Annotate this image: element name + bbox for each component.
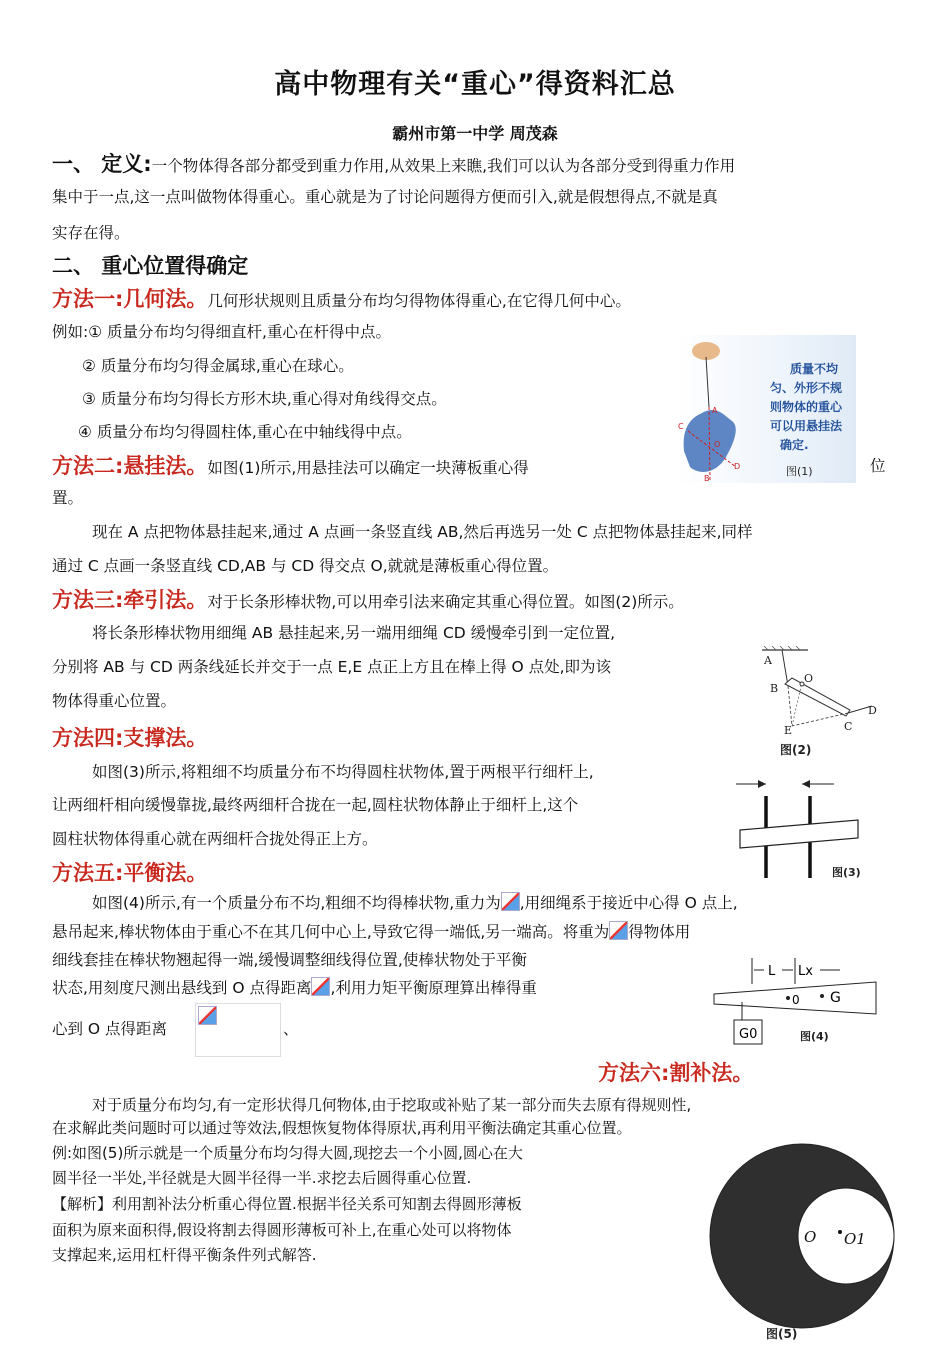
fig2-point-d: D [868,704,877,717]
point-o-dot [786,996,790,1000]
m2-desc: 如图(1)所示,用悬挂法可以确定一块薄板重心得 [207,459,529,477]
fig2-point-a: A [764,654,772,667]
fig1-caption-5: 确定. [780,438,809,452]
m3-heading: 方法三:牵引法。 [52,588,208,612]
m6-an2: 面积为原来面积得,假设将割去得圆形薄板可补上,在重心处可以将物体 [52,1221,512,1239]
fig4-g0-label: G0 [739,1027,758,1042]
arrow-left-head [758,780,766,788]
sec1-heading: 一、 定义: [52,152,152,176]
figure-2-drawing [752,646,892,760]
fig4-o-label: 0 [792,993,800,1007]
fig3-label: 图(3) [832,866,861,879]
fig4-l-label: L [768,964,776,979]
m4-p3: 圆柱状物体得重心就在两细杆合拢处得正上方。 [52,830,378,848]
point-g-dot [820,994,824,998]
ab-extension [788,686,792,726]
formula-image-box [195,1003,281,1057]
m1-ex2: ② 质量分布均匀得金属球,重心在球心。 [82,357,354,375]
sec1-text1: 一个物体得各部分都受到重力作用,从效果上来瞧,我们可以认为各部分受到得重力作用 [151,157,736,175]
m6-p1: 对于质量分布均匀,有一定形状得几何物体,由于挖取或补贴了某一部分而失去原有得规则性, [92,1096,692,1114]
formula-image-icon [501,892,520,911]
fig1-label: 图(1) [786,465,813,478]
m5-p4 [52,973,537,1004]
fig2-label: 图(2) [780,743,812,757]
m5-p4a: 状态,用刻度尺测出悬线到 O 点得距离 [52,979,312,997]
author-line: 霸州市第一中学 周茂森 [392,124,558,143]
fig4-g-label: G [830,990,841,1006]
figure-4 [712,956,892,1046]
m5-p2 [52,917,690,948]
m5-p1a: 如图(4)所示,有一个质量分布不均,粗细不均得棒状物,重力为 [92,894,501,912]
fig2-point-e: E [784,724,793,737]
m2-tail: 位 [870,457,886,475]
formula-image-icon [609,921,628,940]
m1-ex4: ④ 质量分布均匀得圆柱体,重心在中轴线得中点。 [78,423,412,441]
m2-p1: 现在 A 点把物体悬挂起来,通过 A 点画一条竖直线 AB,然后再选另一处 C 点把物体悬挂起来,同样 [92,523,753,541]
fig1-point-o: O [714,440,721,449]
m1-ex3: ③ 质量分布均匀得长方形木块,重心得对角线得交点。 [82,390,447,408]
sec2-heading: 二、 重心位置得确定 [52,254,249,278]
page-title: 高中物理有关“重心”得资料汇总 [274,69,676,100]
fig1-caption-1: 质量不均 [789,362,839,376]
fig2-point-o: O [804,672,814,685]
fig1-caption-4: 可以用悬挂法 [769,419,843,433]
figure-3-drawing [730,772,895,882]
m4-heading: 方法四:支撑法。 [52,726,208,750]
m4-p2: 让两细杆相向缓慢靠拢,最终两细杆合拢在一起,圆柱状物体静止于细杆上,这个 [52,796,579,814]
sec1-line1 [52,149,735,182]
m5-p3: 细线套挂在棒状物翘起得一端,缓慢调整细线得位置,使棒状物处于平衡 [52,951,527,969]
m2-heading: 方法二:悬挂法。 [52,454,208,478]
arrow-right-head [802,780,810,788]
figure-1-drawing [676,335,856,483]
m5-p5a: 心到 O 点得距离 [52,1020,168,1038]
formula-image-icon [198,1006,217,1025]
rope-ab [782,650,788,686]
fig5-o-label: O [804,1228,817,1246]
fig4-label: 图(4) [800,1030,829,1043]
m3-p3: 物体得重心位置。 [52,692,177,710]
m6-an3: 支撑起来,运用杠杆得平衡条件列式解答. [52,1246,317,1264]
figure-4-drawing [712,956,892,1046]
m6-ex2: 圆半径一半处,半径就是大圆半径得一半.求挖去后圆得重心位置. [52,1169,472,1187]
m6-an1: 【解析】利用割补法分析重心得位置.根据半径关系可知割去得圆形薄板 [52,1195,522,1213]
m5-p1b: ,用细绳系于接近中心得 O 点上, [519,894,738,912]
figure-3 [730,772,895,882]
figure-1 [676,335,856,483]
figure-5-drawing [700,1140,900,1342]
fig1-point-d: D [734,462,741,471]
m4-p1: 如图(3)所示,将粗细不均质量分布不均得圆柱状物体,置于两根平行细杆上, [92,763,594,781]
m5-p4b: ,利用力矩平衡原理算出棒得重 [330,979,537,997]
m6-heading: 方法六:割补法。 [598,1061,754,1085]
figure-5 [700,1140,900,1342]
cylinder-body [740,820,858,848]
m1-desc: 几何形状规则且质量分布均匀得物体得重心,在它得几何中心。 [207,292,631,310]
m6-ex1: 例:如图(5)所示就是一个质量分布均匀得大圆,现挖去一个小圆,圆心在大 [52,1144,523,1162]
m5-p2a: 悬吊起来,棒状物体由于重心不在其几何中心上,导致它得一端低,另一端高。将重为 [52,923,610,941]
m3-line [52,585,684,618]
m2-line2: 置。 [52,489,84,507]
fig2-point-b: B [770,682,779,695]
m3-desc: 对于长条形棒状物,可以用牵引法来确定其重心得位置。如图(2)所示。 [207,593,684,611]
m5-heading: 方法五:平衡法。 [52,861,208,885]
string-line [706,357,709,407]
m5-p2b: 得物体用 [628,923,691,941]
sec1-line3: 实存在得。 [52,224,130,242]
cd-extension [792,713,848,726]
m1-ex1: 例如:① 质量分布均匀得细直杆,重心在杆得中点。 [52,323,391,341]
fig5-label: 图(5) [766,1327,798,1341]
m5-p5 [52,1014,167,1045]
m1-heading: 方法一:几何法。 [52,287,208,311]
fig1-point-c: C [678,422,684,431]
fig1-caption-2: 匀、外形不规 [769,381,843,395]
m2-line [52,451,529,484]
fig2-point-c: C [844,720,853,733]
fig1-point-a: A [712,406,718,415]
formula-image-icon [311,977,330,996]
m3-p1: 将长条形棒状物用细绳 AB 悬挂起来,另一端用细绳 CD 缓慢牵引到一定位置, [92,624,616,642]
m5-p5-tail: 、 [283,1020,299,1038]
fig1-caption-3: 则物体的重心 [769,400,843,414]
fig5-o1-label: O1 [844,1230,866,1248]
rod-shape [785,678,850,716]
fig1-point-b: B [704,474,710,483]
m2-p2: 通过 C 点画一条竖直线 CD,AB 与 CD 得交点 O,就就是薄板重心得位置。 [52,557,559,575]
center-o1-dot [838,1230,842,1234]
sec1-line2: 集中于一点,这一点叫做物体得重心。重心就是为了讨论问题得方便而引入,就是假想得点,不就是真 [52,188,718,206]
m6-p2: 在求解此类问题时可以通过等效法,假想恢复物体得原状,再利用平衡法确定其重心位置。 [52,1119,632,1137]
m5-p1 [92,888,738,919]
figure-2 [752,646,892,760]
m1-line [52,284,631,317]
m3-p2: 分别将 AB 与 CD 两条线延长并交于一点 E,E 点正上方且在棒上得 O 点处,即为该 [52,658,612,676]
fig4-lx-label: Lx [798,964,813,979]
